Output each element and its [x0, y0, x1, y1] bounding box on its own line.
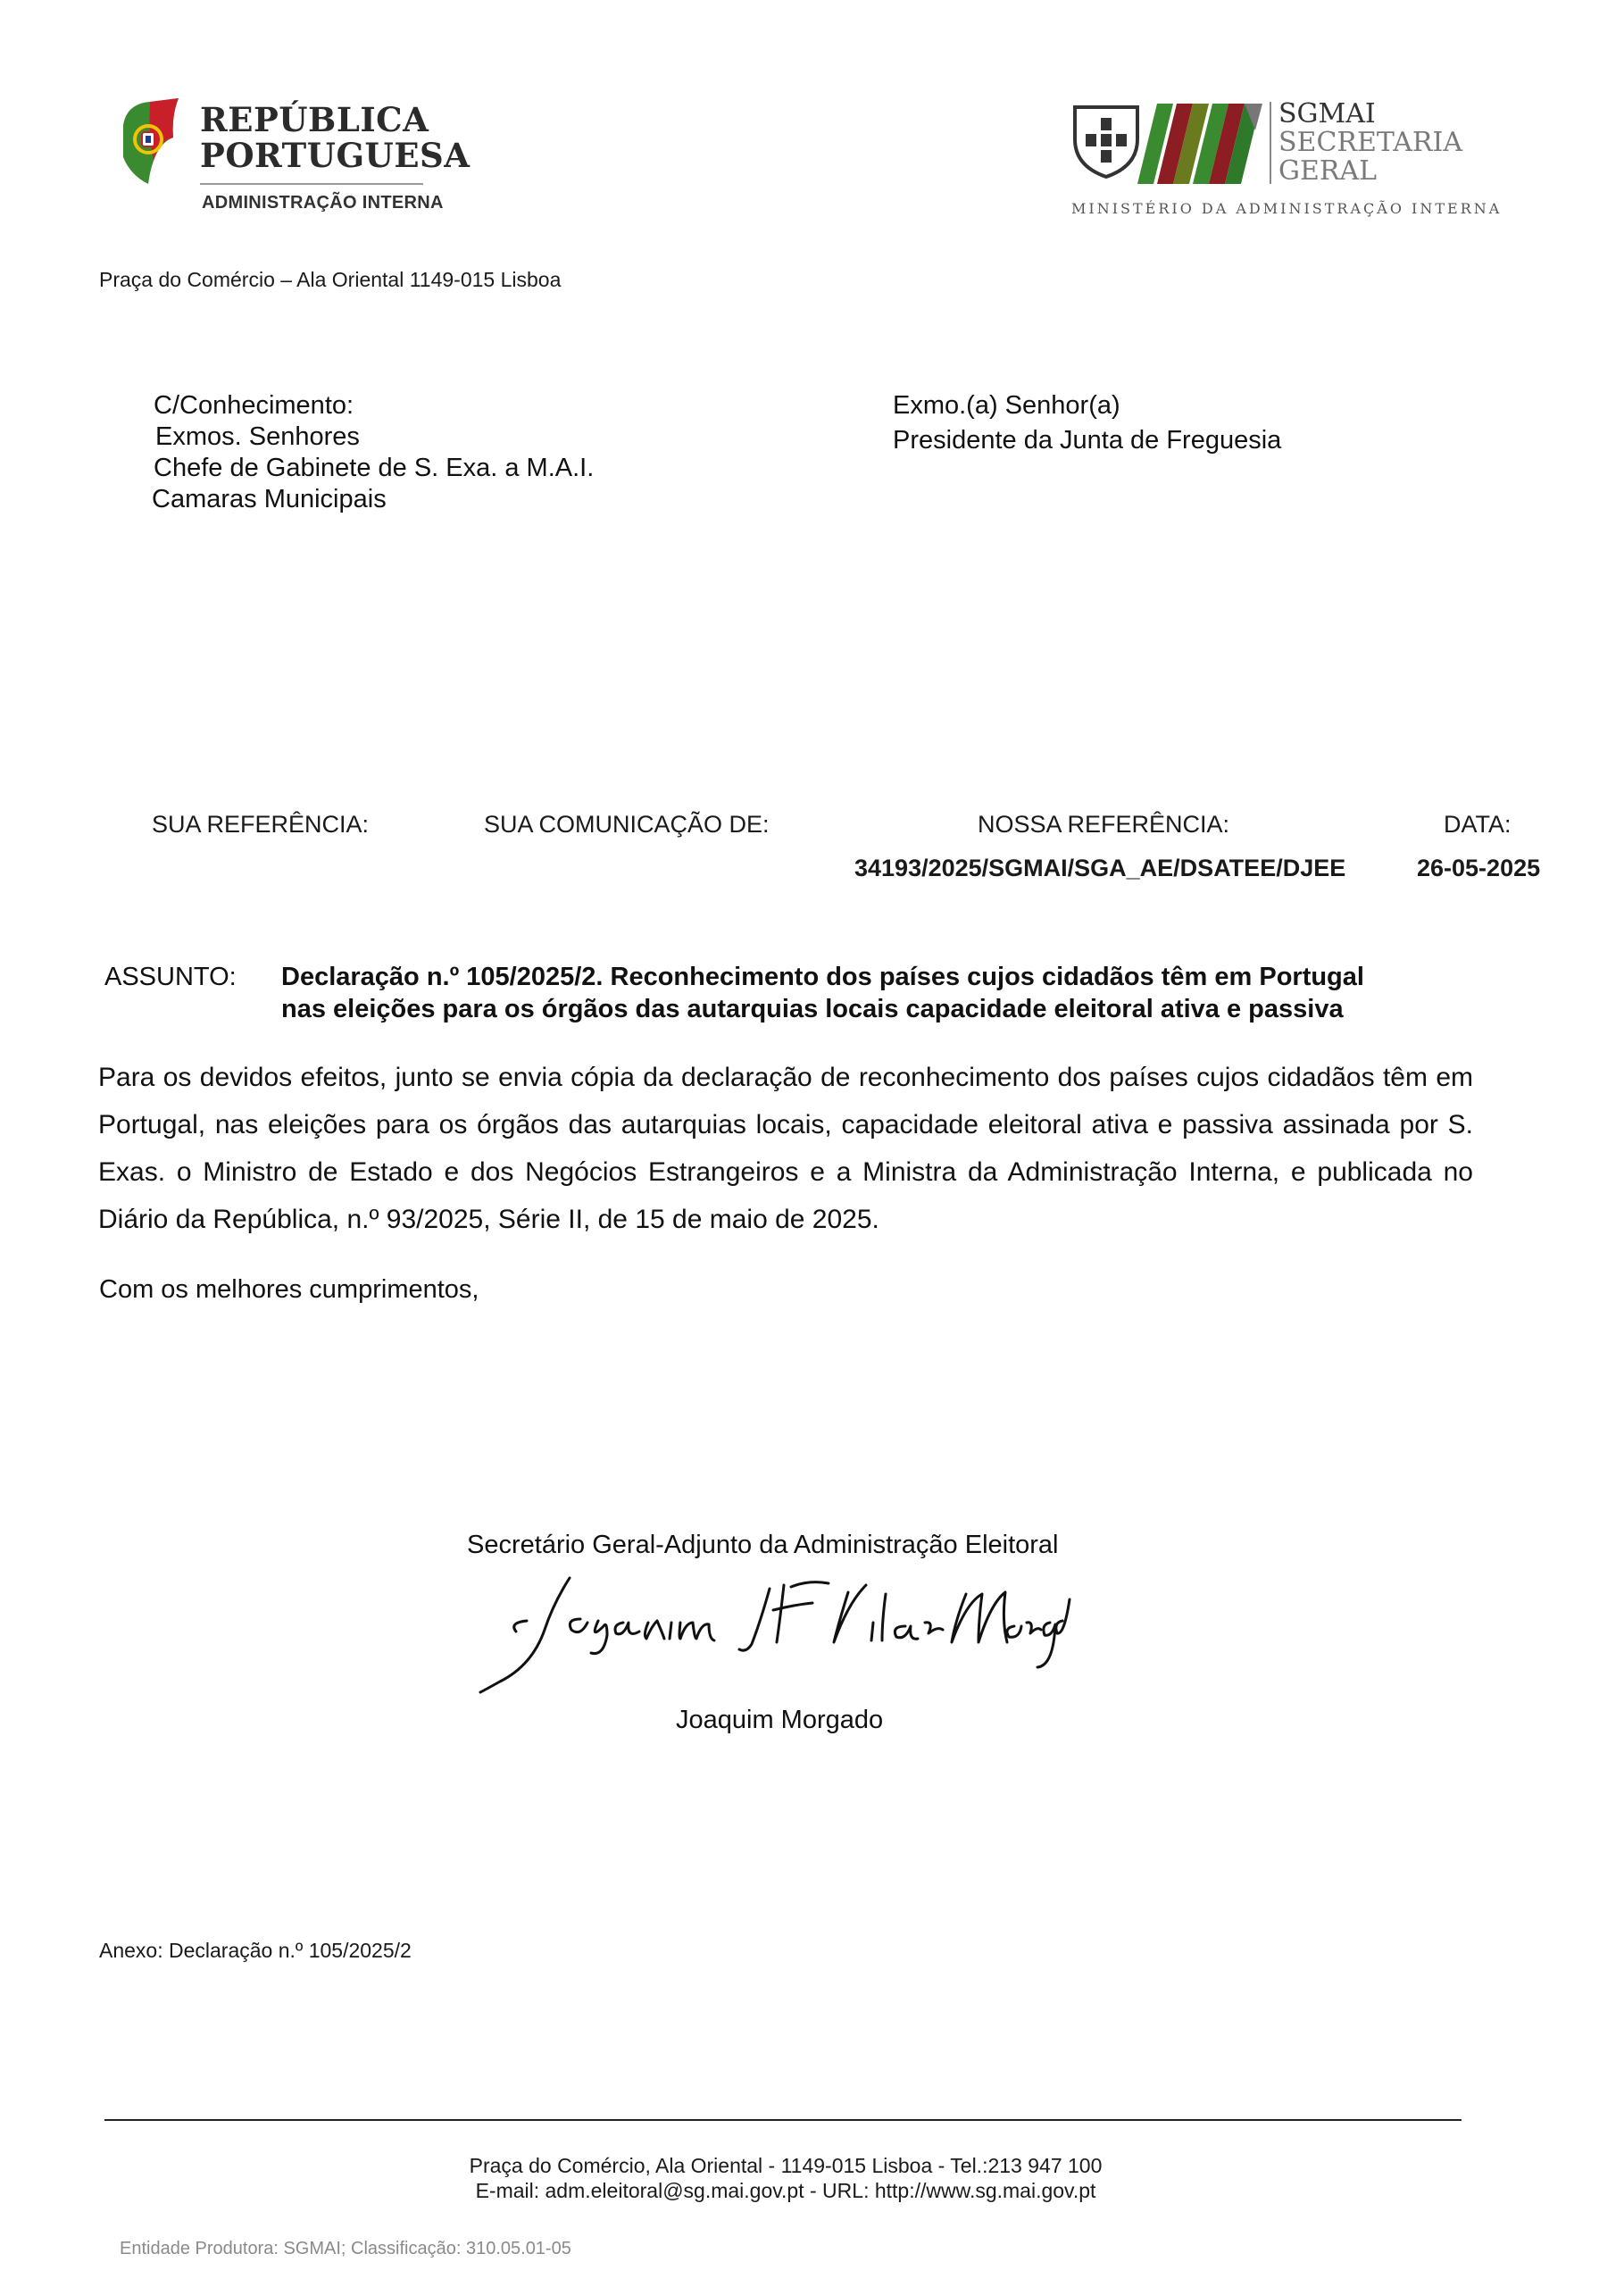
logo-sgmai-text: SGMAI: [1278, 98, 1376, 129]
cc-line: Chefe de Gabinete de S. Exa. a M.A.I.: [154, 454, 595, 482]
shield-icon: [1071, 104, 1141, 179]
sender-address: Praça do Comércio – Ala Oriental 1149-015 Lisboa: [99, 268, 562, 291]
closing-text: Com os melhores cumprimentos,: [99, 1275, 479, 1304]
ministry-text: MINISTÉRIO DA ADMINISTRAÇÃO INTERNA: [1071, 200, 1503, 217]
logo-geral-text: GERAL: [1278, 155, 1378, 187]
data-label: DATA:: [1444, 811, 1512, 838]
signatory-title: Secretário Geral-Adjunto da Administração Eleitoral: [467, 1531, 1059, 1559]
date-value: 26-05-2025: [1417, 855, 1541, 881]
logo-secretaria-text: SECRETARIA: [1278, 127, 1463, 158]
cc-line: Camaras Municipais: [152, 485, 387, 513]
nossa-referencia-label: NOSSA REFERÊNCIA:: [978, 811, 1230, 838]
subject-label: ASSUNTO:: [104, 963, 237, 991]
recipient-salutation: Exmo.(a) Senhor(a): [893, 391, 1120, 420]
subject-line1: Declaração n.º 105/2025/2. Reconhecimento dos países cujos cidadãos têm em Portugal: [281, 963, 1364, 991]
body-paragraph: Para os devidos efeitos, junto se envia cópia da declaração de reconhecimento dos países cujos cidadãos têm em Portugal, nas eleições para os órgãos das autarquias locais, capacidade eleitoral ativa e passiva assinada por S. Exas. o Ministro de Estado e dos Negócios Estrangeiros e a Ministra da Administração Interna, e publicada no Diário da República, n.º 93/2025, Série II, de 15 de maio de 2025.: [98, 1063, 1473, 1234]
sgmai-mark-icon: [1137, 104, 1270, 184]
flag-emblem-icon: [118, 98, 180, 184]
annex-note: Anexo: Declaração n.º 105/2025/2: [99, 1939, 412, 1962]
sua-comunicacao-label: SUA COMUNICAÇÃO DE:: [484, 811, 770, 838]
footer-divider: [104, 2119, 1462, 2121]
logo-title-line1: REPÚBLICA: [200, 100, 429, 139]
subject-line2: nas eleições para os órgãos das autarquias locais capacidade eleitoral ativa e passiva: [281, 995, 1344, 1023]
cc-label: C/Conhecimento:: [154, 391, 354, 420]
logo-title-line2: PORTUGUESA: [200, 136, 471, 175]
logo-separator: [1270, 102, 1271, 184]
sua-referencia-label: SUA REFERÊNCIA:: [152, 811, 370, 838]
footer-classification: Entidade Produtora: SGMAI; Classificação: 310.05.01-05: [120, 2239, 571, 2258]
logo-subtitle: ADMINISTRAÇÃO INTERNA: [202, 193, 444, 213]
signatory-name: Joaquim Morgado: [676, 1706, 884, 1734]
footer-contact: E-mail: adm.eleitoral@sg.mai.gov.pt - URL: http://www.sg.mai.gov.pt: [475, 2179, 1096, 2202]
logo-divider: [200, 183, 423, 185]
republica-portuguesa-logo: [114, 96, 471, 221]
handwritten-signature: [473, 1567, 1071, 1701]
sgmai-logo: [1071, 98, 1503, 223]
recipient-title: Presidente da Junta de Freguesia: [893, 426, 1282, 455]
nossa-referencia-value: 34193/2025/SGMAI/SGA_AE/DSATEE/DJEE: [854, 855, 1346, 881]
footer-address: Praça do Comércio, Ala Oriental - 1149-015 Lisboa - Tel.:213 947 100: [469, 2154, 1103, 2177]
cc-line: Exmos. Senhores: [155, 422, 360, 451]
